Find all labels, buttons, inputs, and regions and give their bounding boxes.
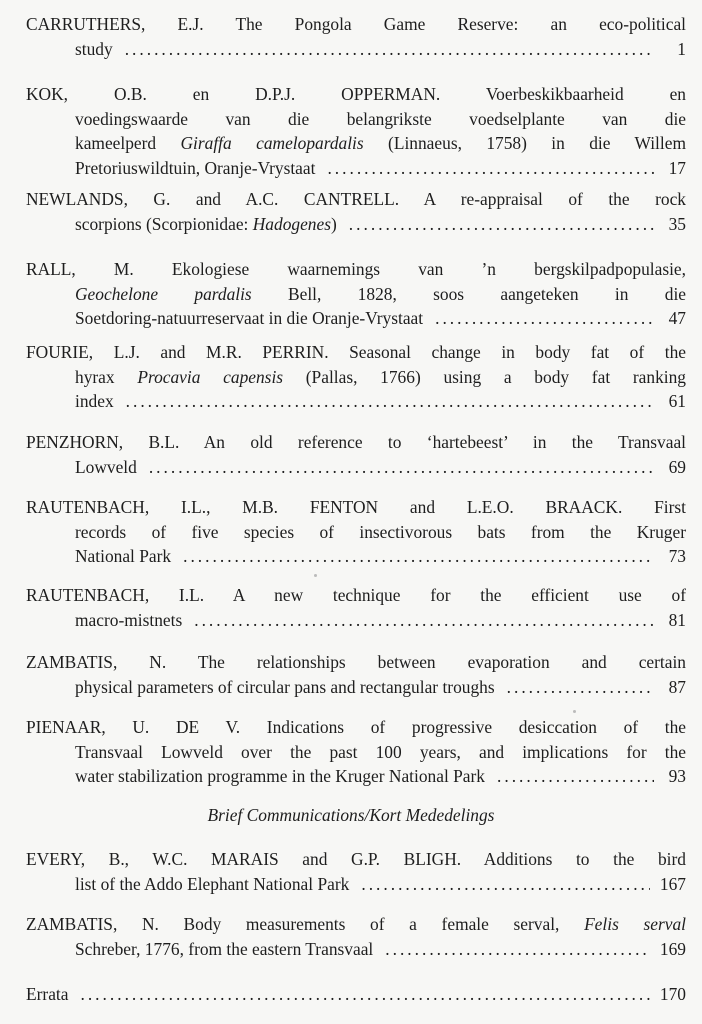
entry-last-line: Soetdoring-natuurreservaat in die Oranje-Vrystaat xyxy=(75,308,424,329)
toc-entry-kok xyxy=(26,82,686,180)
toc-entry-penzhorn xyxy=(26,430,686,479)
entry-line: ZAMBATIS, N. Body measurements of a female serval, Felis serval xyxy=(26,914,686,934)
toc-entry-rall xyxy=(26,257,686,331)
section-heading: Brief Communications/Kort Mededelings xyxy=(207,805,495,825)
entry-line: EVERY, B., W.C. MARAIS and G.P. BLIGH. Additions to the bird xyxy=(26,849,686,869)
speck xyxy=(573,710,576,713)
entry-line: Transvaal Lowveld over the past 100 years, and implications for the xyxy=(75,741,686,762)
page-number: 73 xyxy=(668,546,686,567)
page-number: 1 xyxy=(677,38,686,59)
entry-line: records of five species of insectivorous bats from the Kruger xyxy=(75,521,686,542)
dot-leader xyxy=(125,37,654,62)
dot-leader xyxy=(194,608,654,633)
dot-leader xyxy=(149,455,654,480)
entry-line: RAUTENBACH, I.L. A new technique for the efficient use of xyxy=(26,585,686,605)
toc-entry-rautenbach-fenton xyxy=(26,495,686,569)
entry-last-line: list of the Addo Elephant National Park xyxy=(75,873,350,894)
dot-leader xyxy=(361,872,650,897)
dot-leader xyxy=(507,675,654,700)
entry-last-line: water stabilization programme in the Kruger National Park xyxy=(75,766,485,787)
entry-line: Geochelone pardalis Bell, 1828, soos aangeteken in die xyxy=(75,283,686,304)
page-number: 69 xyxy=(668,456,686,477)
toc-entry-rautenbach xyxy=(26,583,686,632)
dot-leader xyxy=(183,544,654,569)
page-number: 17 xyxy=(668,157,686,178)
entry-last-line: Lowveld xyxy=(75,456,137,477)
dot-leader xyxy=(385,937,650,962)
toc-entry-zambatis-evaporation xyxy=(26,650,686,699)
entry-line: kameelperd Giraffa camelopardalis (Linnaeus, 1758) in die Willem xyxy=(75,133,686,154)
page-number: 169 xyxy=(659,938,686,959)
page-number: 35 xyxy=(668,213,686,234)
page-number: 170 xyxy=(659,984,686,1004)
dot-leader xyxy=(349,212,654,237)
entry-line: voedingswaarde van die belangrikste voedselplante van die xyxy=(75,108,686,129)
page-number: 87 xyxy=(668,676,686,697)
entry-last-line: index xyxy=(75,391,114,412)
page-number: 81 xyxy=(668,609,686,630)
entry-last-line: National Park xyxy=(75,546,172,567)
entry-line: hyrax Procavia capensis (Pallas, 1766) using a body fat ranking xyxy=(75,366,686,387)
dot-leader xyxy=(327,156,654,181)
page-number: 47 xyxy=(668,308,686,329)
entry-last-line: macro-mistnets xyxy=(75,609,183,630)
toc-entry-fourie xyxy=(26,340,686,414)
entry-line: NEWLANDS, G. and A.C. CANTRELL. A re-appraisal of the rock xyxy=(26,189,686,209)
errata-label: Errata xyxy=(26,984,69,1004)
dot-leader xyxy=(80,982,649,1007)
entry-last-line: physical parameters of circular pans and rectangular troughs xyxy=(75,676,495,697)
entry-line: RALL, M. Ekologiese waarnemings van ’n bergskilpadpopulasie, xyxy=(26,259,686,279)
entry-line: ZAMBATIS, N. The relationships between evaporation and certain xyxy=(26,652,686,672)
speck xyxy=(314,574,317,577)
toc-entry-errata xyxy=(26,982,686,1007)
toc-entry-every xyxy=(26,847,686,896)
page-number: 61 xyxy=(668,391,686,412)
entry-line: CARRUTHERS, E.J. The Pongola Game Reserve: an eco-political xyxy=(26,14,686,34)
page-number: 93 xyxy=(668,766,686,787)
entry-last-line: study xyxy=(75,38,113,59)
entry-last-line: Schreber, 1776, from the eastern Transvaal xyxy=(75,938,374,959)
entry-last-line: Pretoriuswildtuin, Oranje-Vrystaat xyxy=(75,157,316,178)
entry-line: RAUTENBACH, I.L., M.B. FENTON and L.E.O. BRAACK. First xyxy=(26,497,686,517)
entry-last-line: scorpions (Scorpionidae: Hadogenes) xyxy=(75,213,337,234)
toc-entry-zambatis-serval xyxy=(26,912,686,961)
entry-line: KOK, O.B. en D.P.J. OPPERMAN. Voerbeskikbaarheid en xyxy=(26,84,686,104)
toc-entry-newlands xyxy=(26,187,686,236)
dot-leader xyxy=(435,306,654,331)
toc-entry-pienaar xyxy=(26,715,686,789)
entry-line: PENZHORN, B.L. An old reference to ‘hartebeest’ in the Transvaal xyxy=(26,432,686,452)
dot-leader xyxy=(126,389,654,414)
entry-line: PIENAAR, U. DE V. Indications of progressive desiccation of the xyxy=(26,717,686,737)
entry-line: FOURIE, L.J. and M.R. PERRIN. Seasonal change in body fat of the xyxy=(26,342,686,362)
page-number: 167 xyxy=(659,873,686,894)
toc-entry-carruthers xyxy=(26,12,686,61)
dot-leader xyxy=(497,764,654,789)
